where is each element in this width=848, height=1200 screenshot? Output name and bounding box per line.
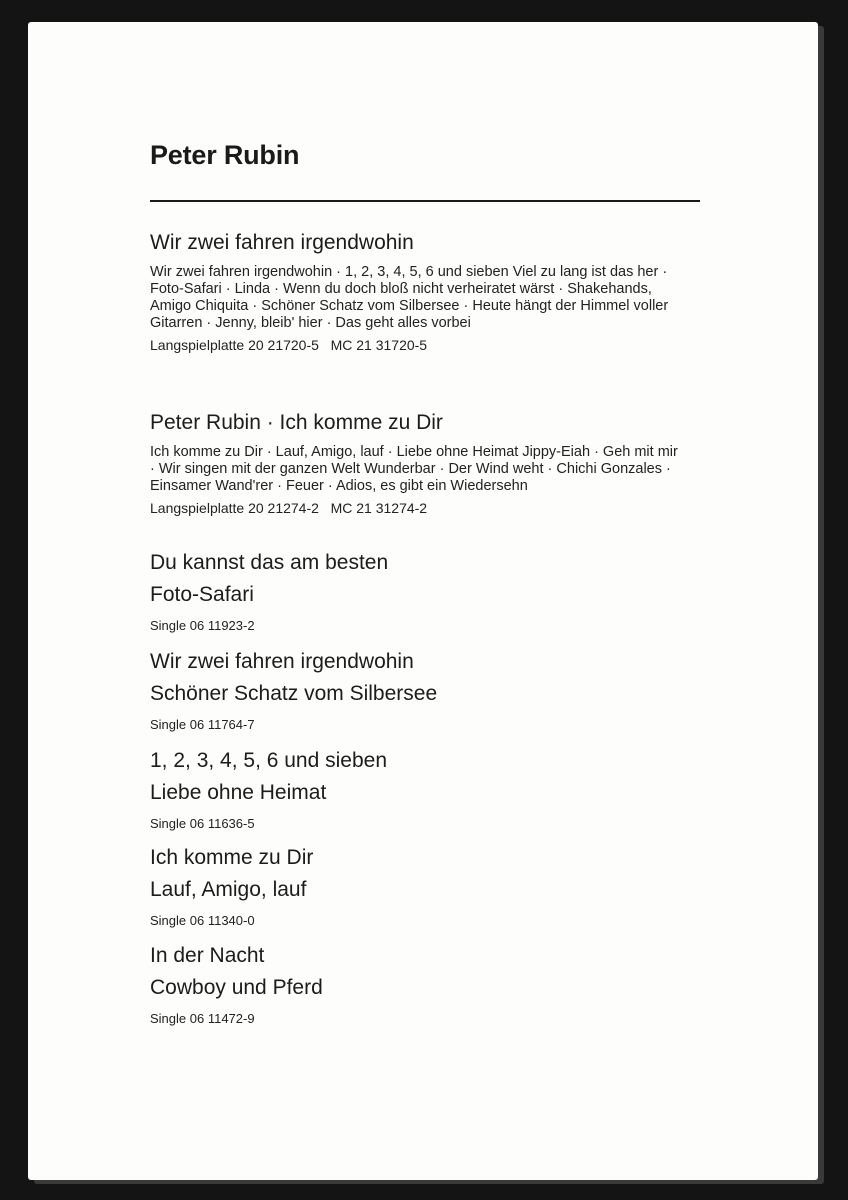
album-entry xyxy=(150,230,710,354)
single-catalog-number: Single 06 11340-0 xyxy=(150,913,255,928)
album-tracklist: Ich komme zu Dir · Lauf, Amigo, lauf · Liebe ohne Heimat Jippy-Eiah · Geh mit mir · Wir singen mit der ganzen Welt Wunderbar · Der Wind weht · Chichi Gonzales · Einsamer Wand'rer · Feuer · Adios, es gibt ein Wiedersehn xyxy=(150,444,678,494)
artist-name: Peter Rubin xyxy=(150,140,300,170)
single-catalog-number: Single 06 11636-5 xyxy=(150,816,255,831)
single-entry xyxy=(150,748,710,832)
title-divider xyxy=(150,200,700,202)
single-a-side: Du kannst das am besten xyxy=(150,551,389,574)
single-b-side: Foto-Safari xyxy=(150,583,254,606)
single-b-side: Schöner Schatz vom Silbersee xyxy=(150,682,438,705)
single-b-side: Lauf, Amigo, lauf xyxy=(150,878,307,901)
album-entry xyxy=(150,410,710,517)
album-catalog-number: Langspielplatte 20 21720-5 MC 21 31720-5 xyxy=(150,337,428,353)
album-title: Peter Rubin · Ich komme zu Dir xyxy=(150,411,443,434)
single-a-side: In der Nacht xyxy=(150,944,265,967)
discography-card xyxy=(28,22,818,1180)
single-entry xyxy=(150,845,710,929)
single-catalog-number: Single 06 11472-9 xyxy=(150,1011,255,1026)
single-a-side: 1, 2, 3, 4, 5, 6 und sieben xyxy=(150,749,388,772)
single-catalog-number: Single 06 11923-2 xyxy=(150,618,255,633)
single-catalog-number: Single 06 11764-7 xyxy=(150,717,255,732)
single-b-side: Liebe ohne Heimat xyxy=(150,781,327,804)
single-entry xyxy=(150,943,710,1027)
album-catalog-number: Langspielplatte 20 21274-2 MC 21 31274-2 xyxy=(150,500,428,516)
single-entry xyxy=(150,550,710,634)
single-entry xyxy=(150,649,710,733)
album-title: Wir zwei fahren irgendwohin xyxy=(150,231,414,254)
single-a-side: Wir zwei fahren irgendwohin xyxy=(150,650,414,673)
single-a-side: Ich komme zu Dir xyxy=(150,846,314,869)
album-tracklist: Wir zwei fahren irgendwohin · 1, 2, 3, 4, 5, 6 und sieben Viel zu lang ist das her · Foto-Safari · Linda · Wenn du doch bloß nicht verheiratet wärst · Shakehands, Amigo Chiquita · Schöner Schatz vom Silbersee · Heute hängt der Himmel voller Gitarren · Jenny, bleib' hier · Das geht alles vorbei xyxy=(150,264,669,331)
single-b-side: Cowboy und Pferd xyxy=(150,976,323,999)
